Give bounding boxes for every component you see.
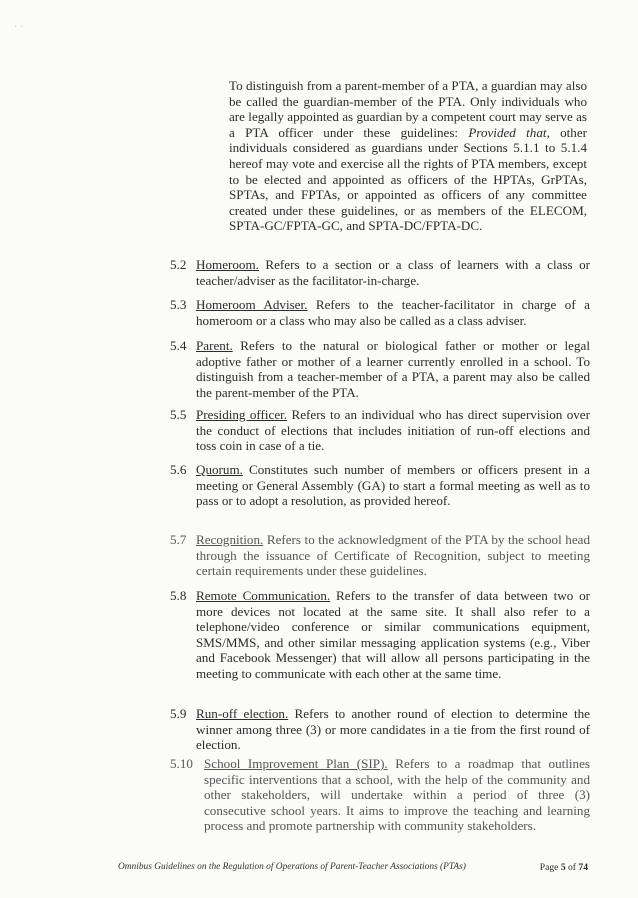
- definition-item: [170, 462, 590, 509]
- item-term: Homeroom Adviser.: [196, 297, 308, 312]
- paragraph-text: To distinguish from a parent-member of a PTA, a guardian may also be called the guardian-member of the PTA. Only individuals who are legally appointed as guardian by a competent court may serve as a PTA officer under these guidelines:: [229, 78, 587, 140]
- definition-item: [170, 297, 590, 328]
- item-text: Refers to a roadmap that outlines specific interventions that a school, with the help of the community and other stakeholders, will undertake within a period of three (3) consecutive school years. It aims to improve the teaching and learning process and promote partnership with community stakeholders.: [204, 756, 590, 834]
- page-footer: [118, 862, 588, 872]
- definition-item: [170, 706, 590, 753]
- definition-item: [170, 407, 590, 454]
- item-text: Constitutes such number of members or officers present in a meeting or General Assembly (GA) to start a formal meeting as well as to pass or to adopt a resolution, as provided hereof.: [196, 462, 590, 509]
- definition-item: [170, 257, 590, 288]
- item-number: 5.4: [170, 338, 187, 353]
- item-number: 5.9: [170, 706, 187, 721]
- item-text: Refers to the natural or biological father or mother or legal adoptive father or mother of a learner currently enrolled in a school. To distinguish from a teacher-member of a PTA, a parent may also be called the parent-member of the PTA.: [196, 338, 590, 400]
- paragraph-text-rest: other individuals considered as guardians under Sections 5.1.1 to 5.1.4 hereof may vote and exercise all the rights of PTA members, except to be elected and appointed as officers of the HPTAs, GrPTAs, SPTAs, and FPTAs, or appointed as officers of any committee created under these guidelines, or as members of the ELECOM, SPTA-GC/FPTA-GC, and SPTA-DC/FPTA-DC.: [229, 124, 587, 234]
- item-term: Homeroom.: [196, 257, 259, 272]
- item-term: Remote Communication.: [196, 588, 331, 603]
- item-term: School Improvement Plan (SIP).: [204, 756, 388, 771]
- page-number: Page 5 of 74: [539, 862, 588, 873]
- item-text: Refers to another round of election to determine the winner among three (3) or more candidates in a tie from the first round of election.: [196, 706, 590, 753]
- item-text: Refers to the teacher-facilitator in charge of a homeroom or a class who may also be called as a class adviser.: [196, 297, 590, 328]
- footer-title: Omnibus Guidelines on the Regulation of Operations of Parent-Teacher Associations (PTAs): [118, 862, 466, 872]
- item-number: 5.3: [170, 297, 187, 312]
- item-number: 5.8: [170, 588, 187, 603]
- item-number: 5.6: [170, 462, 187, 477]
- item-number: 5.2: [170, 257, 187, 272]
- item-term: Recognition.: [196, 532, 264, 547]
- item-number: 5.7: [170, 532, 187, 547]
- provided-that-italic: Provided that,: [468, 124, 550, 140]
- guardian-paragraph: [229, 78, 587, 234]
- item-text: Refers to an individual who has direct supervision over the conduct of elections that includes initiation of run-off elections and toss coin in case of a tie.: [196, 407, 590, 454]
- item-term: Run-off election.: [196, 706, 289, 721]
- definition-item: [170, 756, 590, 834]
- item-number: 5.5: [170, 407, 187, 422]
- item-text: Refers to the acknowledgment of the PTA by the school head through the issuance of Certificate of Recognition, subject to meeting certain requirements under these guidelines.: [196, 532, 590, 579]
- definition-item: [170, 588, 590, 682]
- definition-item: [170, 532, 590, 579]
- item-number: 5.10: [170, 756, 193, 771]
- item-term: Presiding officer.: [196, 407, 288, 422]
- item-text: Refers to a section or a class of learners with a class or teacher/adviser as the facilitator-in-charge.: [196, 257, 590, 288]
- scan-artifact: · ·: [14, 22, 24, 33]
- definition-item: [170, 338, 590, 400]
- item-term: Quorum.: [196, 462, 243, 477]
- item-term: Parent.: [196, 338, 233, 353]
- item-text: Refers to the transfer of data between two or more devices not located at the same site. It shall also refer to a telephone/video conference or similar communications equipment, SMS/MMS, and other similar messaging application systems (e.g., Viber and Facebook Messenger) that will allow all persons participating in the meeting to communicate with each other at the same time.: [196, 588, 590, 681]
